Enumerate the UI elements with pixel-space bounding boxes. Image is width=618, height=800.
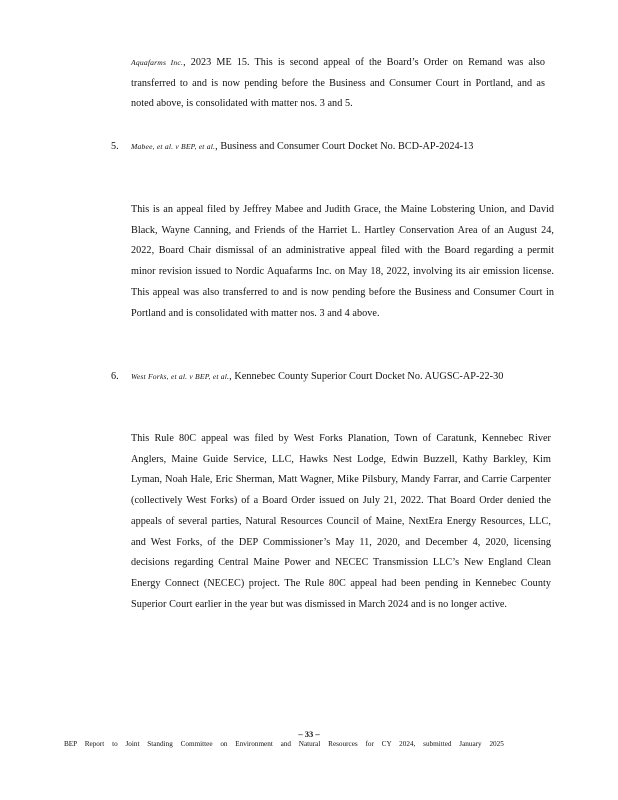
page-footer: BEP Report to Joint Standing Committee on Environment and Natural Resources for CY 2024, submitted January 2025 bbox=[64, 740, 504, 748]
item5-heading bbox=[131, 137, 548, 158]
case-name: Aquafarms Inc. bbox=[131, 58, 184, 67]
item4-continuation bbox=[131, 53, 545, 115]
item6-heading bbox=[131, 367, 545, 388]
case-name: West Forks, et al. v BEP, et al. bbox=[131, 372, 230, 381]
item6-body: This Rule 80C appeal was filed by West Forks Planation, Town of Caratunk, Kennebec River Anglers, Maine Guide Service, LLC, Hawks Nest Lodge, Edwin Buzzell, Kathy Barkley, Kim Lyman, Noah Hale, Eric Sherman, Matt Wagner, Mike Pilsbury, Mandy Farrar, and Carrie Carpenter (collectively West Forks) of a Board Order issued on July 21, 2022. That Board Order denied the appeals of several parties, Natural Resources Council of Maine, NextEra Energy Resources, LLC, and West Forks, of the DEP Commissioner’s May 11, 2020, and December 4, 2020, licensing decisions regarding Central Maine Power and NECEC Transmission LLC’s New England Clean Energy Connect (NECEC) project. The Rule 80C appeal had been pending in Kennebec County Superior Court earlier in the year but was dismissed in March 2024 and is no longer active. bbox=[131, 433, 551, 610]
item5-body: This is an appeal filed by Jeffrey Mabee and Judith Grace, the Maine Lobstering Union, and David Black, Wayne Canning, and Friends of the Harriet L. Hartley Conservation Area of an August 24, 2022, Board Chair dismissal of an administrative appeal filed with the Board regarding a permit minor revision issued to Nordic Aquafarms Inc. on May 18, 2022, involving its air emission license. This appeal was also transferred to and is now pending before the Business and Consumer Court in Portland and is consolidated with matter nos. 3 and 4 above. bbox=[131, 204, 554, 319]
case-name: Mabee, et al. v BEP, et al. bbox=[131, 142, 216, 151]
page-number: – 33 – bbox=[298, 729, 320, 739]
item4-text: , 2023 ME 15. This is second appeal of the Board’s Order on Remand was also transferred to and is now pending before the Business and Consumer Court in Portland, and as noted above, is consolidated with matter nos. 3 and 5. bbox=[131, 57, 545, 110]
item5-heading-text: , Business and Consumer Court Docket No. BCD-AP-2024-13 bbox=[215, 141, 474, 152]
item6-heading-text: , Kennebec County Superior Court Docket No. AUGSC-AP-22-30 bbox=[229, 371, 504, 382]
item5-number: 5. bbox=[111, 141, 119, 152]
item6-number: 6. bbox=[111, 371, 119, 382]
